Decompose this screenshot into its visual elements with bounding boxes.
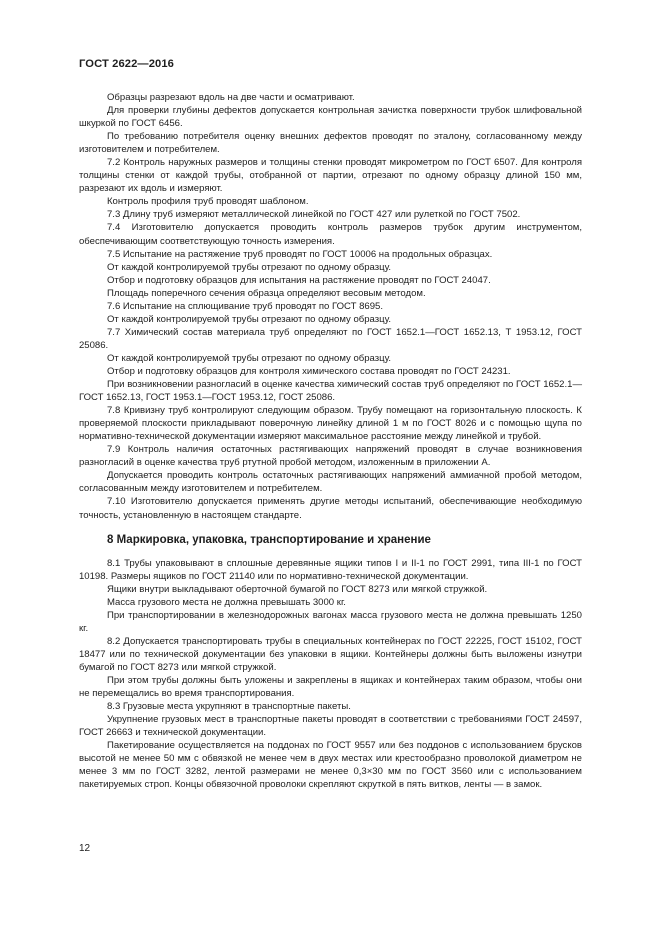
section-8-paragraphs (79, 557, 582, 792)
section-7-paragraphs (79, 91, 582, 522)
paragraph: От каждой контролируемой трубы отрезают по одному образцу. (107, 352, 392, 364)
paragraph: От каждой контролируемой трубы отрезают по одному образцу. (107, 313, 392, 325)
paragraph: При этом трубы должны быть уложены и закреплены в ящиках и контейнерах таким образом, чтобы они не перемещались во время транспортирования. (79, 674, 582, 700)
section-8-title: 8 Маркировка, упаковка, транспортирование и хранение (107, 533, 431, 546)
paragraph: 8.3 Грузовые места укрупняют в транспортные пакеты. (107, 701, 351, 713)
paragraph: 7.6 Испытание на сплющивание труб проводят по ГОСТ 8695. (107, 300, 384, 312)
document-body (79, 91, 582, 791)
paragraph: При возникновении разногласий в оценке качества химический состав труб определяют по ГОСТ 1652.1—ГОСТ 1652.13, ГОСТ 1953.1—ГОСТ 1953.12, ГОСТ 25086. (79, 379, 582, 404)
paragraph: Укрупнение грузовых мест в транспортные пакеты проводят в соответствии с требованиями ГОСТ 24597, ГОСТ 26663 и технической документации. (79, 714, 582, 739)
page-number: 12 (79, 843, 91, 854)
paragraph: При транспортировании в железнодорожных вагонах масса грузового места не должна превышать 1250 кг. (79, 609, 582, 634)
paragraph: Отбор и подготовку образцов для контроля химического состава проводят по ГОСТ 24231. (107, 365, 511, 377)
paragraph: 7.8 Кривизну труб контролируют следующим образом. Трубу помещают на горизонтальную плоскость. К проверяемой плоскости прикладывают поверочную линейку длиной 1 м по ГОСТ 8026 и с помощью щупа по нормативно-технической документации измеряют максимальное расстояние между линейкой и трубой. (79, 405, 582, 443)
paragraph: По требованию потребителя оценку внешних дефектов проводят по эталону, согласованному между изготовителем и потребителем. (79, 131, 582, 156)
paragraph: От каждой контролируемой трубы отрезают по одному образцу. (107, 261, 392, 273)
paragraph: Масса грузового места не должна превышать 3000 кг. (107, 596, 346, 608)
paragraph: 7.2 Контроль наружных размеров и толщины стенки проводят микрометром по ГОСТ 6507. Для контроля толщины стенки от каждой трубы, отобранной от партии, отрезают по одному образцу длиной 150 мм, разрезают их вдоль и измеряют. (79, 157, 582, 195)
paragraph: Образцы разрезают вдоль на две части и осматривают. (107, 92, 355, 103)
paragraph: 8.2 Допускается транспортировать трубы в специальных контейнерах по ГОСТ 22225, ГОСТ 15102, ГОСТ 18477 или по технической документации без упаковки в ящики. Контейнеры должны быть выложены изнутри бумагой по ГОСТ 8273 или мягкой стружкой. (79, 635, 582, 673)
paragraph: 7.4 Изготовителю допускается проводить контроль размеров трубок другим инструментом, обеспечивающим соответствующую точность измерения. (79, 222, 582, 247)
paragraph: 7.10 Изготовителю допускается применять другие методы испытаний, обеспечивающие необходимую точность, установленную в настоящем стандарте. (79, 496, 582, 521)
paragraph: Пакетирование осуществляется на поддонах по ГОСТ 9557 или без поддонов с использованием брусков высотой не менее 50 мм с обвязкой не менее чем в двух местах или крестообразно проволокой диаметром не менее 3 мм по ГОСТ 3282, лентой размерами не менее 0,3×30 мм по ГОСТ 3560 или с использованием пакетируемых строп. Концы обвязочной проволоки скрепляют скруткой в пять витков, ленты — в замок. (79, 740, 582, 791)
paragraph: Допускается проводить контроль остаточных растягивающих напряжений аммиачной пробой методом, согласованным между изготовителем и потребителем. (79, 470, 582, 495)
paragraph: 8.1 Трубы упаковывают в сплошные деревянные ящики типов I и II-1 по ГОСТ 2991, типа III-1 по ГОСТ 10198. Размеры ящиков по ГОСТ 21140 или по нормативно-технической документации. (79, 557, 582, 582)
paragraph: Контроль профиля труб проводят шаблоном. (107, 196, 309, 208)
paragraph: Ящики внутри выкладывают оберточной бумагой по ГОСТ 8273 или мягкой стружкой. (107, 583, 488, 595)
paragraph: 7.5 Испытание на растяжение труб проводят по ГОСТ 10006 на продольных образцах. (107, 248, 493, 260)
paragraph: 7.9 Контроль наличия остаточных растягивающих напряжений проводят в случае возникновения разногласий в оценке качества труб ртутной пробой методом, изложенным в приложении А. (79, 444, 582, 469)
paragraph: Для проверки глубины дефектов допускается контрольная зачистка поверхности трубок шлифовальной шкуркой по ГОСТ 6456. (79, 105, 582, 130)
paragraph: Площадь поперечного сечения образца определяют весовым методом. (107, 287, 426, 299)
paragraph: 7.7 Химический состав материала труб определяют по ГОСТ 1652.1—ГОСТ 1652.13, Т 1953.12, ГОСТ 25086. (79, 326, 582, 351)
paragraph: Отбор и подготовку образцов для испытания на растяжение проводят по ГОСТ 24047. (107, 274, 491, 286)
document-header: ГОСТ 2622—2016 (79, 58, 175, 70)
paragraph: 7.3 Длину труб измеряют металлической линейкой по ГОСТ 427 или рулеткой по ГОСТ 7502. (107, 209, 521, 221)
